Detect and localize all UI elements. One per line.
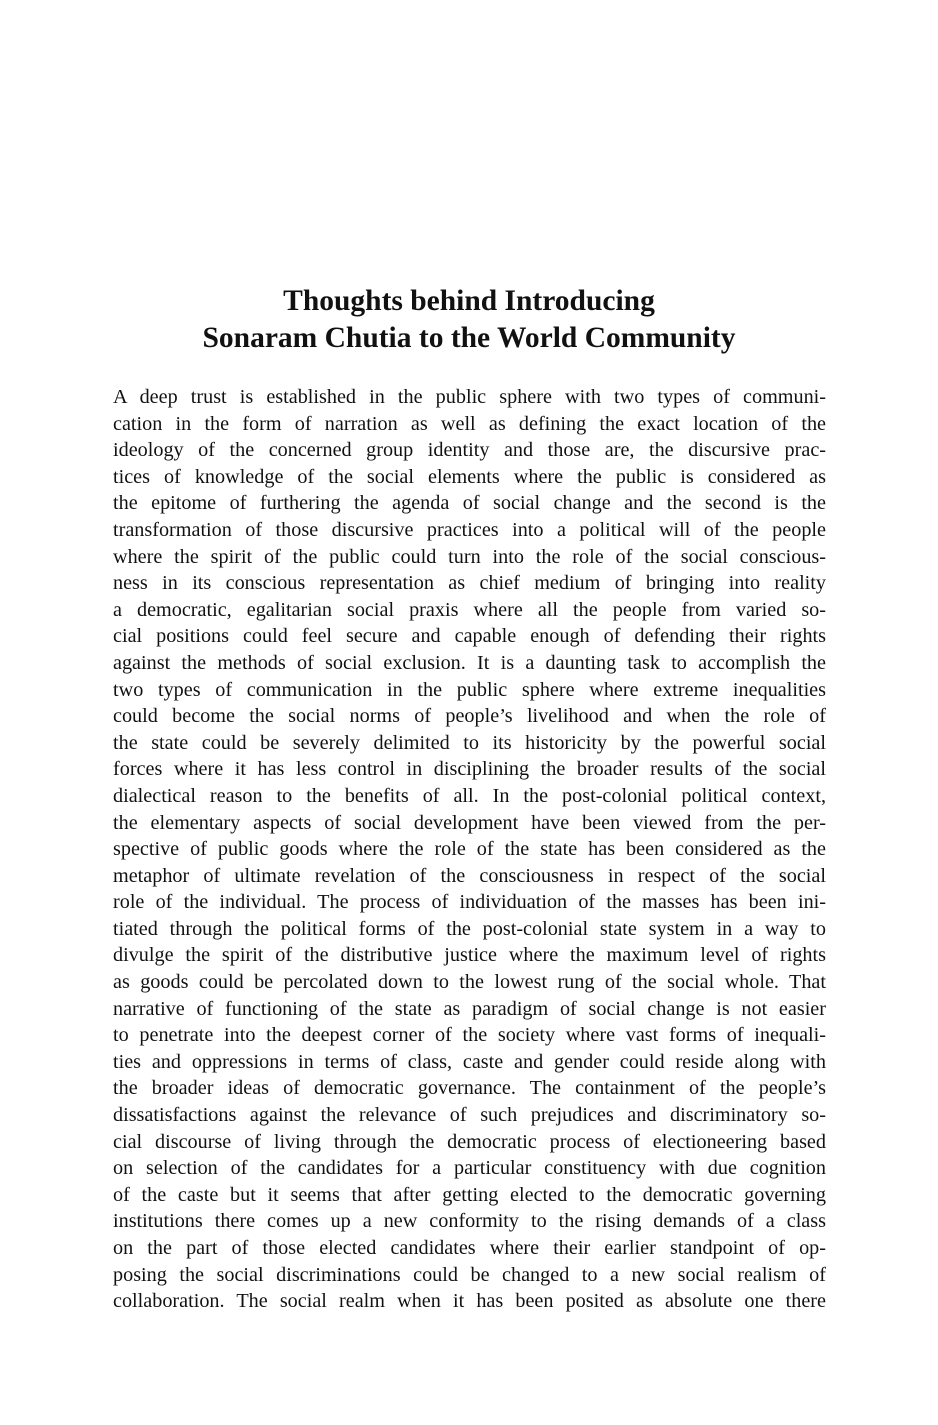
body-text-line: collaboration. The social realm when it has been posited as absolute one there (113, 1290, 826, 1313)
body-text-line: could become the social norms of people’s livelihood and when the role of (113, 705, 826, 728)
body-text-line: on the part of those elected candidates where their earlier standpoint of op- (113, 1237, 826, 1259)
body-text-line: dissatisfactions against the relevance of such prejudices and discriminatory so- (113, 1104, 826, 1127)
body-text-line: the state could be severely delimited to its historicity by the powerful social (113, 731, 826, 754)
body-text-line: of the caste but it seems that after getting elected to the democratic governing (113, 1183, 826, 1206)
body-text-line: two types of communication in the public sphere where extreme inequalities (113, 678, 826, 701)
body-text-line: tiated through the political forms of the post-colonial state system in a way to (113, 917, 826, 940)
body-text-line: cial discourse of living through the democratic process of electioneering based (113, 1130, 826, 1153)
body-text-line: tices of knowledge of the social elements where the public is considered as (113, 465, 826, 488)
body-text-line: posing the social discriminations could be changed to a new social realism of (113, 1263, 826, 1286)
body-paragraph (113, 384, 826, 1315)
body-text-line: narrative of functioning of the state as paradigm of social change is not easier (113, 997, 826, 1020)
chapter-title-line-2: Sonaram Chutia to the World Community (202, 322, 736, 354)
body-text-line: metaphor of ultimate revelation of the consciousness in respect of the social (113, 864, 826, 887)
body-text-line: on selection of the candidates for a particular constituency with due cognition (113, 1157, 826, 1180)
chapter-title-line-1: Thoughts behind Introducing (283, 285, 655, 317)
body-text-line: spective of public goods where the role of the state has been considered as the (113, 838, 826, 861)
body-text-line: where the spirit of the public could turn into the role of the social conscious- (113, 545, 826, 568)
body-text-line: divulge the spirit of the distributive justice where the maximum level of rights (113, 944, 826, 967)
body-text-line: role of the individual. The process of individuation of the masses has been ini- (113, 891, 826, 914)
body-text-line: dialectical reason to the benefits of all. In the post-colonial political context, (113, 784, 826, 807)
body-text-line: a democratic, egalitarian social praxis where all the people from varied so- (113, 598, 826, 621)
body-text-line: against the methods of social exclusion. It is a daunting task to accomplish the (113, 651, 826, 674)
body-text-line: institutions there comes up a new conformity to the rising demands of a class (113, 1210, 826, 1233)
body-text-line: to penetrate into the deepest corner of the society where vast forms of inequali- (113, 1024, 826, 1047)
body-text-line: the broader ideas of democratic governance. The containment of the people’s (113, 1077, 826, 1100)
body-text-line: cial positions could feel secure and capable enough of defending their rights (113, 625, 826, 648)
body-text-line: A deep trust is established in the public sphere with two types of communi- (113, 386, 826, 408)
body-text-line: ties and oppressions in terms of class, caste and gender could reside along with (113, 1050, 826, 1073)
body-text-line: the epitome of furthering the agenda of social change and the second is the (113, 492, 826, 515)
body-text-line: the elementary aspects of social development have been viewed from the per- (113, 811, 826, 834)
chapter-title (0, 283, 938, 357)
body-text-line: ideology of the concerned group identity and those are, the discursive prac- (113, 439, 826, 462)
body-text-line: as goods could be percolated down to the lowest rung of the social whole. That (113, 971, 826, 994)
body-text-line: forces where it has less control in disciplining the broader results of the social (113, 758, 826, 781)
body-text-line: cation in the form of narration as well as defining the exact location of the (113, 412, 826, 435)
body-text-line: ness in its conscious representation as chief medium of bringing into reality (113, 572, 826, 595)
body-text-line: transformation of those discursive practices into a political will of the people (113, 518, 826, 541)
